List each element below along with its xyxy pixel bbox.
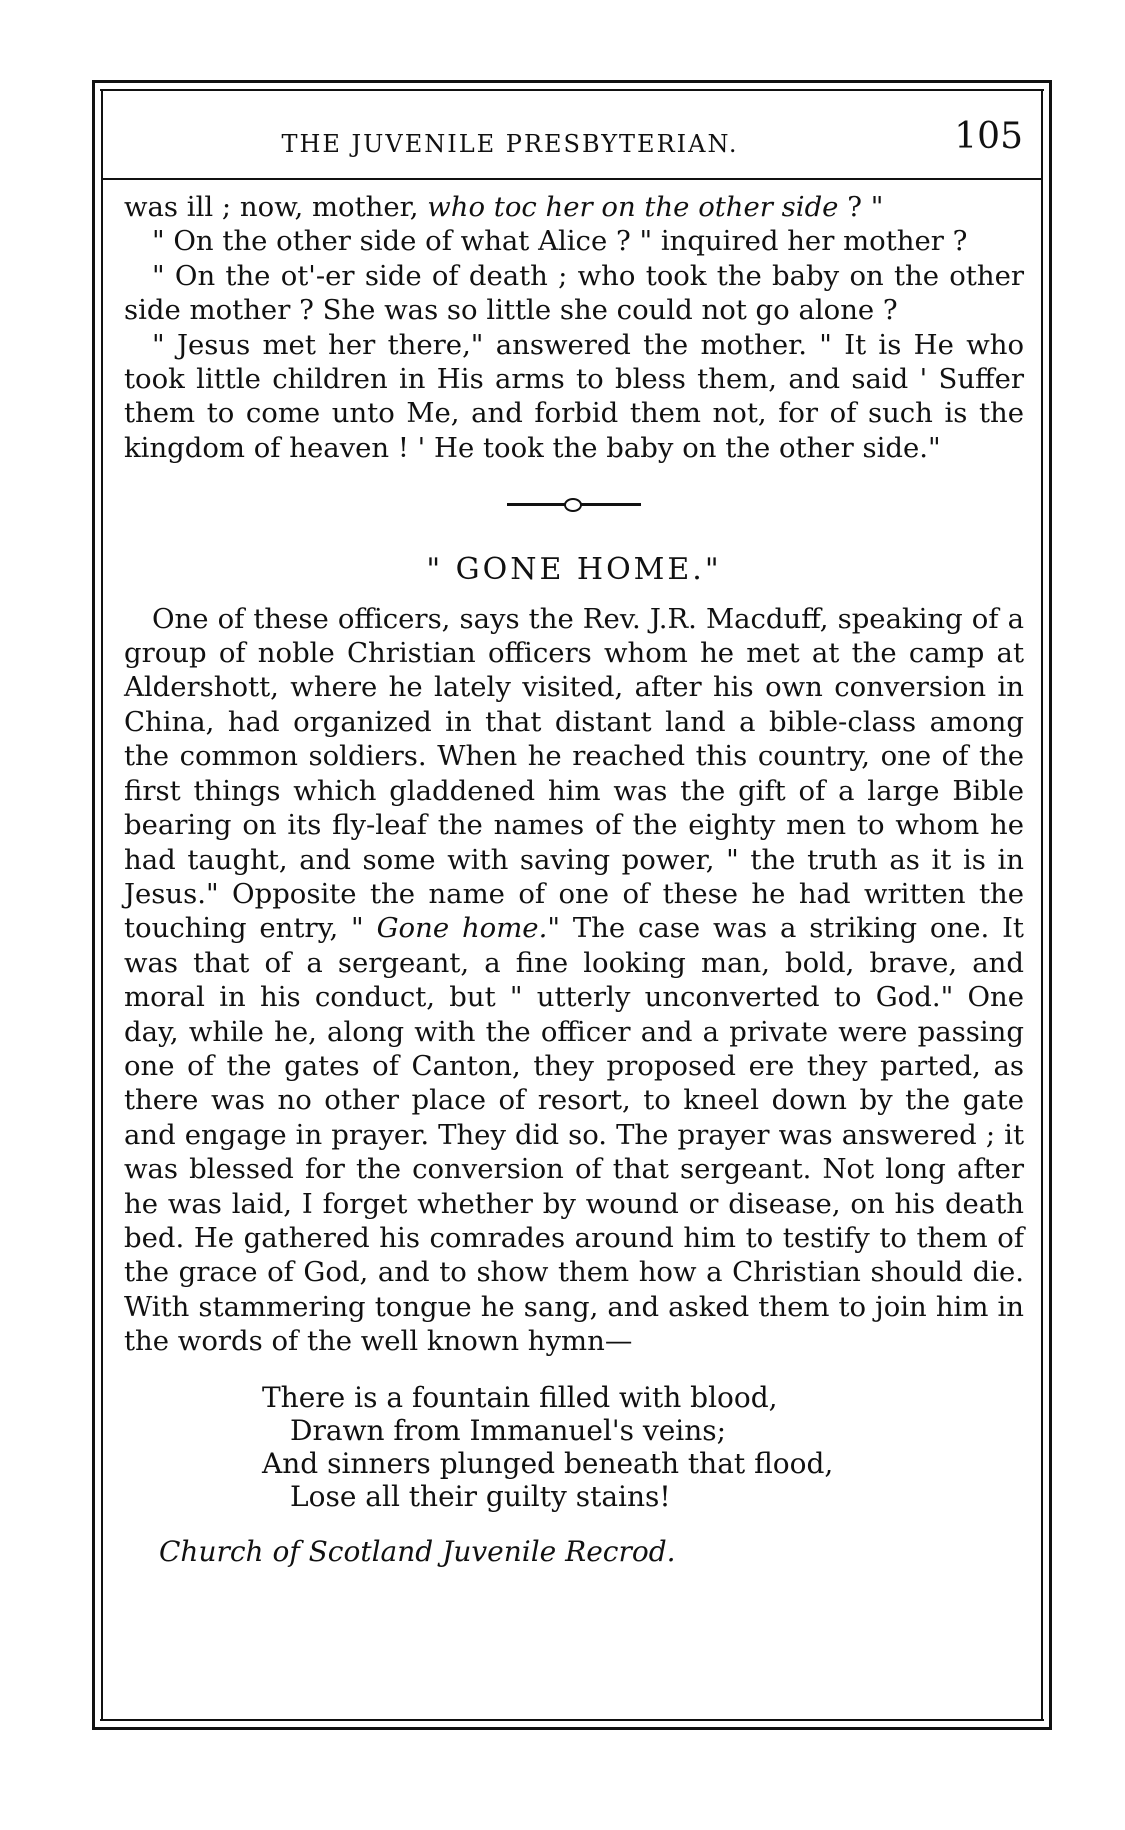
page-number: 105 — [954, 116, 1023, 157]
verse-line: And sinners plunged beneath that flood, — [262, 1446, 834, 1480]
article-title: " GONE HOME." — [426, 552, 722, 588]
page-content — [124, 190, 1024, 1569]
paragraph: " On the ot'-er side of death ; who took the baby on the other side mother ? She was so little she could not go alone ? — [124, 259, 1024, 327]
paragraph-continued: was ill ; now, mother, who toc her on the other side ? " — [124, 191, 884, 223]
page-header — [120, 108, 1025, 168]
paragraph: " Jesus met her there," answered the mother. " It is He who took little children in His arms to bless them, and said ' Suffer them to come unto Me, and forbid them not, for of such is the kingdom of heaven ! ' He took the baby on the other side." — [124, 328, 1024, 464]
verse-line: There is a fountain filled with blood, — [262, 1380, 778, 1414]
hymn-verse — [262, 1381, 1024, 1513]
paragraph: " On the other side of what Alice ? " inquired her mother ? — [152, 225, 968, 258]
running-title: THE JUVENILE PRESBYTERIAN. — [281, 130, 739, 158]
verse-line: Drawn from Immanuel's veins; — [290, 1413, 727, 1447]
article-body: One of these officers, says the Rev. J.R. Macduff, speaking of a group of noble Christian officers whom he met at the camp at Aldershott, where he lately visited, after his own conversion in China, had organized in that distant land a bible-class among the common soldiers. When he reached this country, one of the first things which gladdened him was the gift of a large Bible bearing on its fly-leaf the names of the eighty men to whom he had taught, and some with saving power, " the truth as it is in Jesus." Opposite the name of one of these he had written the touching entry, " Gone home." The case was a striking one. It was that of a sergeant, a fine looking man, bold, brave, and moral in his conduct, but " utterly unconverted to God." One day, while he, along with the officer and a private were passing one of the gates of Canton, they proposed ere they parted, as there was no other place of resort, to kneel down by the gate and engage in prayer. They did so. The prayer was answered ; it was blessed for the conversion of that sergeant. Not long after he was laid, I forget whether by wound or disease, on his death bed. He gathered his comrades around him to testify to them of the grace of God, and to show them how a Christian should die. With stammering tongue he sang, and asked them to join him in the words of the well known hymn— — [124, 602, 1024, 1358]
section-divider — [124, 465, 1024, 545]
source-attribution: Church of Scotland Juvenile Recrod. — [159, 1534, 676, 1568]
verse-line: Lose all their guilty stains! — [290, 1479, 671, 1513]
